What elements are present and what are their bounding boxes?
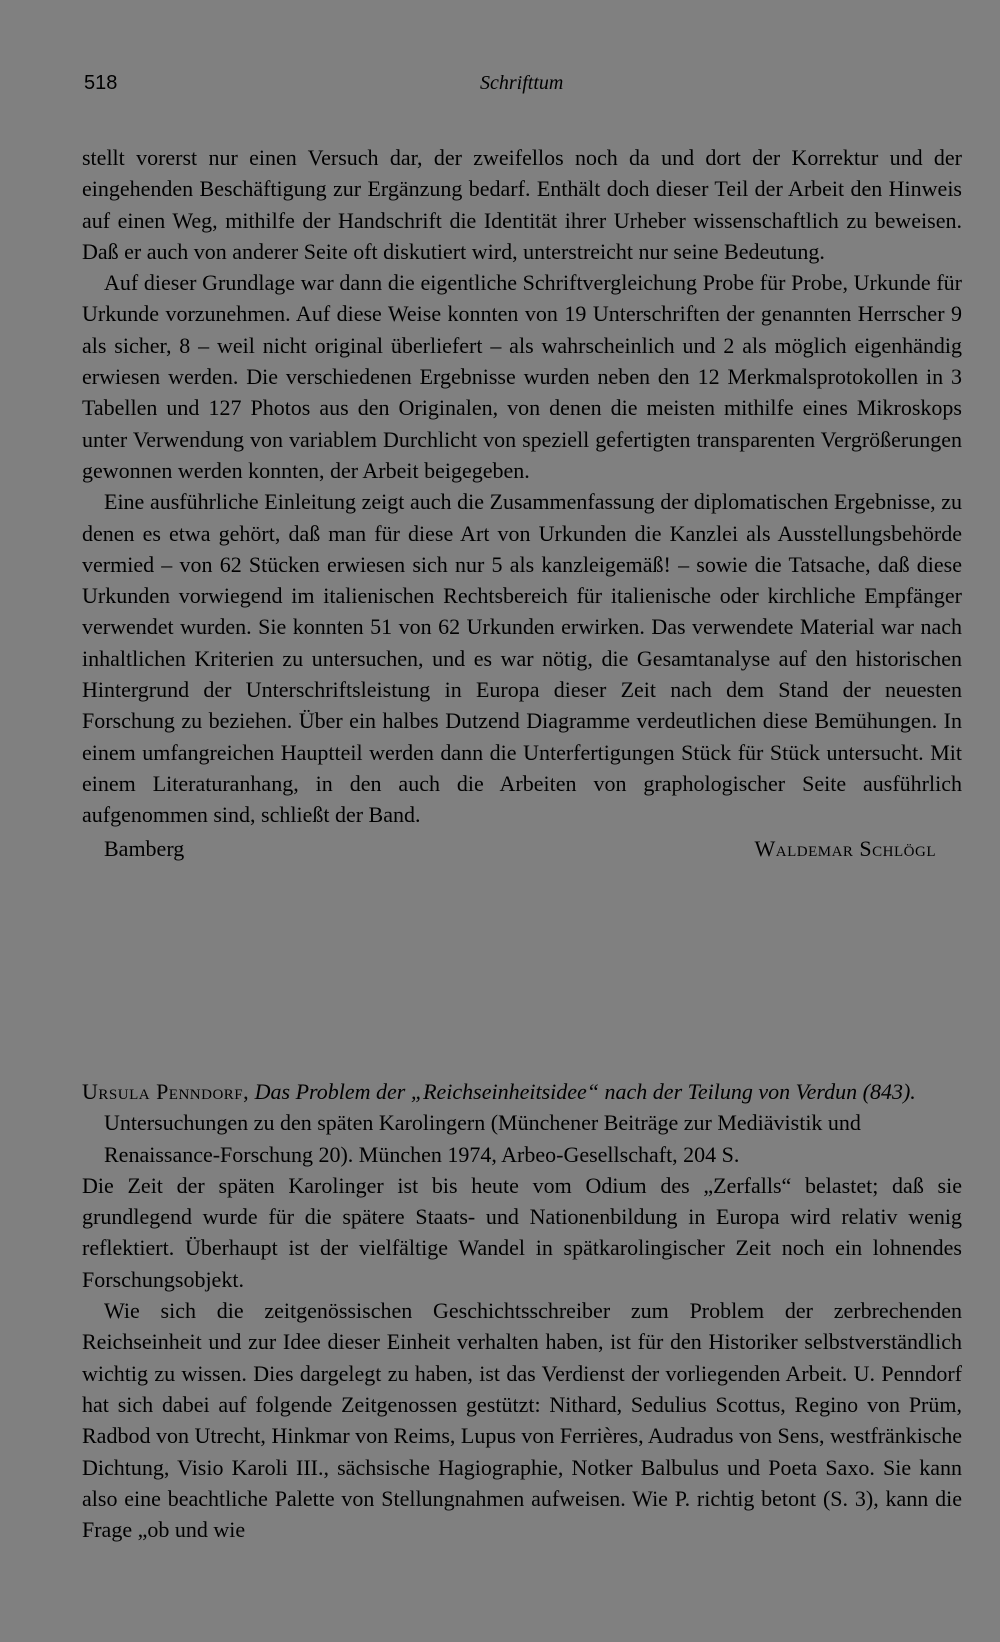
bib-details: Untersuchungen zu den späten Karolingern (Münchener Beiträge zur Mediävistik und Renaissance-Forschung 20). München 1974, Arbeo-Gesellschaft, 204 S. — [104, 1110, 861, 1167]
paragraph: Die Zeit der späten Karolinger ist bis heute vom Odium des „Zerfalls“ belastet; daß sie grundlegend wurde für die spätere Staats- und Nationenbildung in Europa wird relativ wenig reflektiert. Überhaupt ist der vielfältige Wandel in spätkarolingischer Zeit noch ein lohnendes Forschungsobjekt. — [82, 1172, 962, 1292]
paragraph: stellt vorerst nur einen Versuch dar, der zweifellos noch da und dort der Korrektur und der eingehenden Beschäftigung zur Ergänzung bedarf. Enthält doch dieser Teil der Arbeit den Hinweis auf einen Weg, mithilfe der Handschrift die Identität ihrer Urheber wissenschaftlich zu beweisen. Daß er auch von anderer Seite oft diskutiert wird, unterstreicht nur seine Bedeutung. — [82, 145, 962, 264]
review-continuation — [82, 142, 962, 864]
bib-author: Ursula Penndorf, — [82, 1079, 250, 1104]
paragraph: Auf dieser Grundlage war dann die eigentliche Schriftvergleichung Probe für Probe, Urkunde für Urkunde vorzunehmen. Auf diese Weise konnten von 19 Unterschriften der genannten Herrscher 9 als sicher, 8 – weil nicht original überliefert – als wahrscheinlich und 2 als möglich eigenhändig erwiesen werden. Die verschiedenen Ergebnisse wurden neben den 12 Merkmalsprotokollen in 3 Tabellen und 127 Photos aus den Originalen, von denen die meisten mithilfe eines Mikroskops unter Verwendung von variablem Durchlicht von speziell gefertigten transparenten Vergrößerungen gewonnen werden konnten, der Arbeit beigegeben. — [82, 270, 962, 483]
running-title: Schrifttum — [480, 72, 564, 94]
page-number: 518 — [84, 72, 118, 94]
reviewer-place: Bamberg — [104, 835, 185, 861]
review-penndorf — [82, 1076, 962, 1545]
reviewer-name: Waldemar Schlögl — [754, 835, 936, 861]
page-header — [84, 72, 964, 102]
bibliographic-entry — [82, 1076, 962, 1170]
bib-title: Das Problem der „Reichseinheitsidee“ nach der Teilung von Verdun (843). — [254, 1079, 916, 1104]
review-signature — [82, 833, 962, 864]
paragraph: Wie sich die zeitgenössischen Geschichtsschreiber zum Problem der zerbrechenden Reichseinheit und zur Idee dieser Einheit verhalten haben, ist für den Historiker selbstverständlich wichtig zu wissen. Dies dargelegt zu haben, ist das Verdienst der vorliegenden Arbeit. U. Penndorf hat sich dabei auf folgende Zeitgenossen gestützt: Nithard, Sedulius Scottus, Regino von Prüm, Radbod von Utrecht, Hinkmar von Reims, Lupus von Ferrières, Audradus von Sens, westfränkische Dichtung, Visio Karoli III., sächsische Hagiographie, Notker Balbulus und Poeta Saxo. Sie kann also eine beachtliche Palette von Stellungnahmen aufweisen. Wie P. richtig betont (S. 3), kann die Frage „ob und wie — [82, 1298, 962, 1543]
paragraph: Eine ausführliche Einleitung zeigt auch die Zusammenfassung der diplomatischen Ergebnisse, zu denen es etwa gehört, daß man für diese Art von Urkunden die Kanzlei als Ausstellungsbehörde vermied – von 62 Stücken erwiesen sich nur 5 als kanzleigemäß! – sowie die Tatsache, daß diese Urkunden vorwiegend im italienischen Rechtsbereich für italienische oder kirchliche Empfänger verwendet wurden. Sie konnten 51 von 62 Urkunden erwirken. Das verwendete Material war nach inhaltlichen Kriterien zu untersuchen, und es war nötig, die Gesamtanalyse auf den historischen Hintergrund der Unterschriftsleistung in Europa dieser Zeit nach dem Stand der neuesten Forschung zu beziehen. Über ein halbes Dutzend Diagramme verdeutlichen diese Bemühungen. In einem umfangreichen Hauptteil werden dann die Unterfertigungen Stück für Stück untersucht. Mit einem Literaturanhang, in den auch die Arbeiten von graphologischer Seite ausführlich aufgenommen sind, schließt der Band. — [82, 489, 962, 828]
